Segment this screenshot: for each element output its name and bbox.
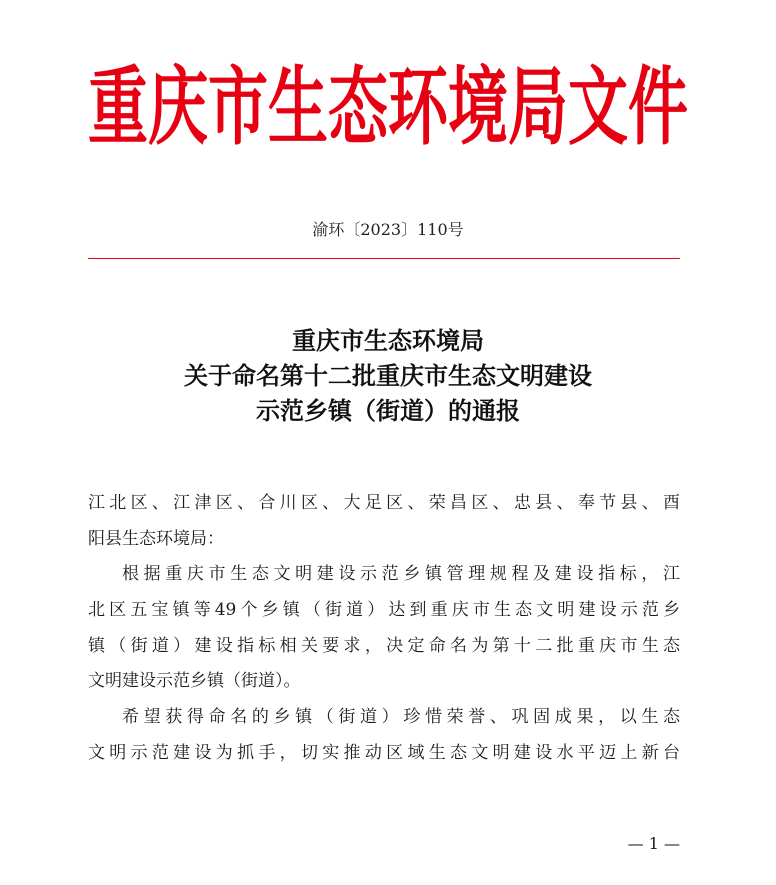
title-line-3: 示范乡镇（街道）的通报 [256, 397, 520, 425]
body-line: 阳县生态环境局： [88, 528, 224, 549]
body-line: 江北区、江津区、合川区、大足区、荣昌区、忠县、奉节县、酉 [88, 493, 680, 513]
body-line: 根据重庆市生态文明建设示范乡镇管理规程及建设指标，江 [122, 564, 680, 585]
body-text [88, 486, 680, 772]
body-line: 文明示范建设为抓手，切实推动区域生态文明建设水平迈上新台 [88, 742, 680, 763]
document-number: 渝环〔2023〕110号 [312, 220, 464, 239]
document-title [0, 324, 776, 429]
red-divider-line [88, 258, 680, 259]
body-line: 希望获得命名的乡镇（街道）珍惜荣誉、巩固成果，以生态 [122, 707, 680, 728]
body-line: 文明建设示范乡镇（街道）。 [88, 671, 301, 692]
title-line-1: 重庆市生态环境局 [292, 327, 484, 355]
masthead-title: 重庆市生态环境局文件 [88, 58, 688, 158]
body-line: 北区五宝镇等49个乡镇（街道）达到重庆市生态文明建设示范乡 [88, 600, 680, 621]
body-line: 镇（街道）建设指标相关要求，决定命名为第十二批重庆市生态 [88, 635, 680, 656]
page-number: — 1 — [627, 834, 680, 853]
title-line-2: 关于命名第十二批重庆市生态文明建设 [184, 362, 592, 390]
